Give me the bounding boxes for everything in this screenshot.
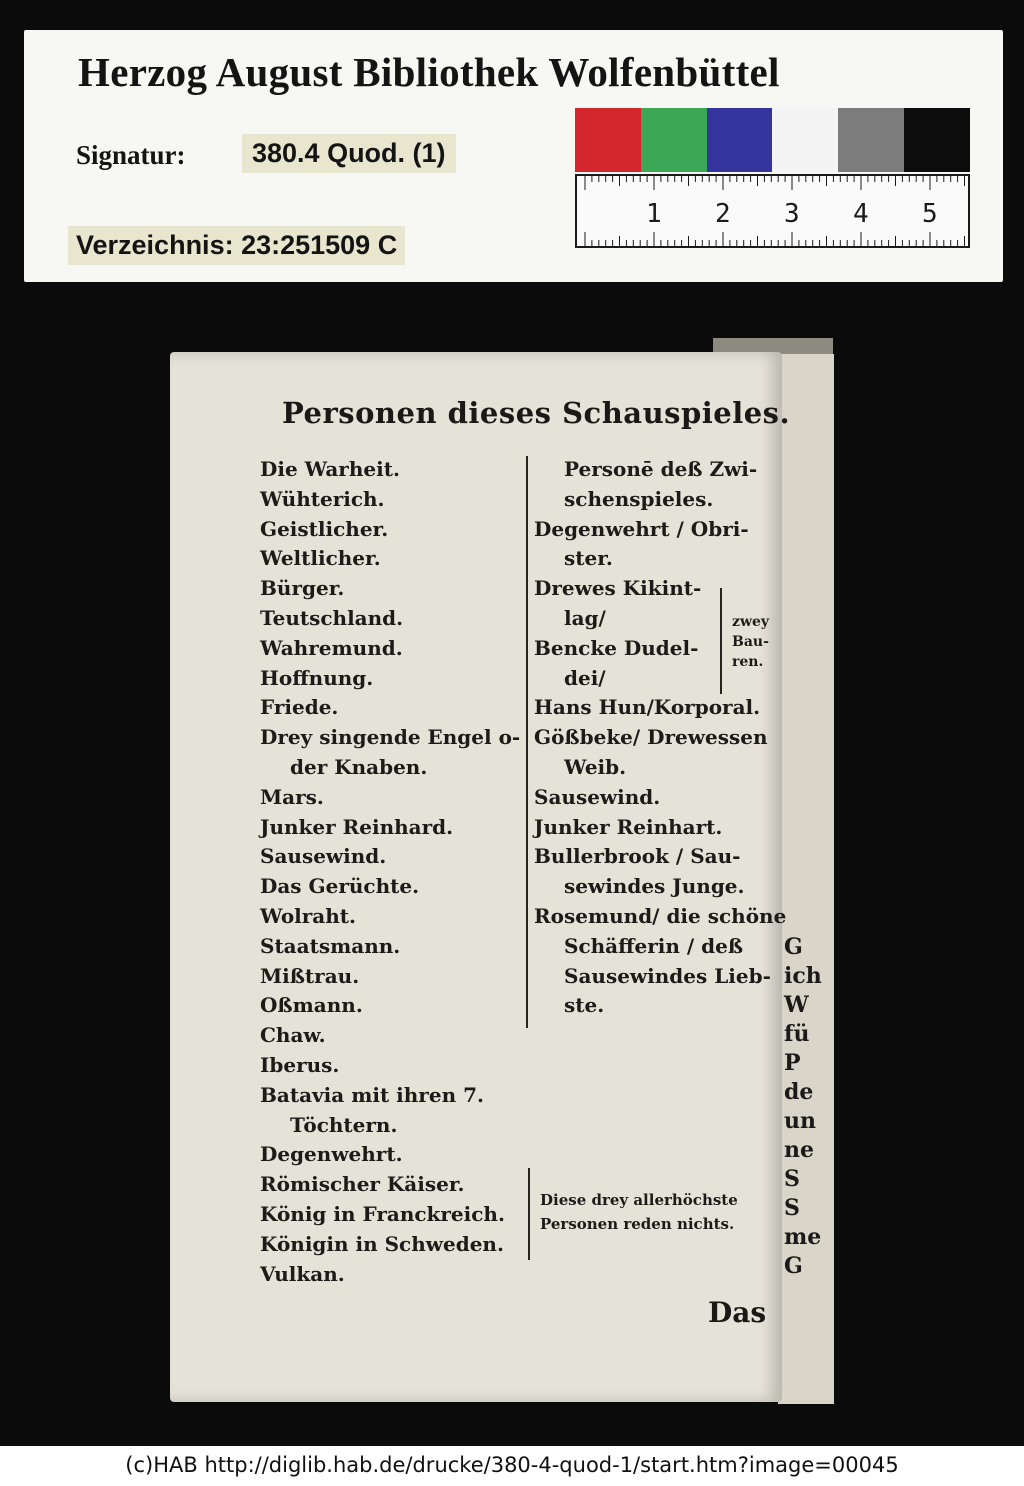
facing-page-fragment: S [784, 1195, 800, 1221]
cast-main-entry: Vulkan. [260, 1261, 345, 1286]
verzeichnis-label: Verzeichnis: 23:251509 C [68, 226, 405, 265]
peasants-bracket [720, 588, 780, 698]
swatch-green [641, 108, 707, 172]
cast-interlude-entry: ste. [564, 993, 605, 1018]
swatch-gray [838, 108, 904, 172]
cast-interlude-entry: Rosemund/ die schöne [534, 903, 787, 928]
cast-main-entry: Die Warheit. [260, 457, 400, 481]
cast-main-entry: Teutschland. [260, 605, 404, 630]
cast-interlude-entry: Gößbeke/ Drewessen [534, 725, 768, 750]
cast-main-entry: Mißtrau. [260, 963, 360, 988]
bracket-note: zwey Bau- ren. [732, 614, 770, 670]
cast-interlude-entry: schenspieles. [564, 486, 714, 511]
swatch-red [575, 108, 641, 172]
cast-interlude-entry: Drewes Kikint- [534, 576, 702, 601]
cast-interlude-entry: Hans Hun/Korporal. [534, 695, 761, 720]
cast-interlude-entry: Degenwehrt / Obri- [534, 516, 749, 541]
facing-page-fragment: ne [784, 1137, 814, 1163]
color-calibration-strip [575, 108, 970, 172]
ruler-number: 4 [853, 199, 869, 229]
cast-list-interlude [534, 455, 787, 1021]
silent-note-bracket [528, 1168, 534, 1260]
facing-page-fragment: G [784, 1253, 803, 1279]
facing-page-fragment: un [784, 1108, 816, 1134]
cast-main-entry: Degenwehrt. [260, 1142, 403, 1167]
bracket-line [720, 588, 728, 694]
facing-page-fragment: S [784, 1166, 800, 1192]
swatch-blue [707, 108, 773, 172]
cast-main-entry: Junker Reinhard. [260, 814, 454, 839]
cast-main-entry: Wühterich. [260, 486, 385, 511]
cast-main-entry: Bürger. [260, 576, 345, 601]
cast-main-entry: Geistlicher. [260, 516, 389, 541]
signatur-value: 380.4 Quod. (1) [242, 134, 456, 173]
ruler-number: 1 [646, 199, 662, 229]
cast-interlude-entry: Bencke Dudel- [534, 635, 699, 660]
cast-main-entry: Iberus. [260, 1052, 340, 1077]
page-heading: Personen dieses Schauspieles. [282, 396, 791, 430]
cast-main-entry: Friede. [260, 695, 339, 720]
cast-main-entry: Töchtern. [290, 1112, 398, 1137]
cast-interlude-entry: Weib. [564, 754, 627, 779]
ruler-number: 5 [922, 199, 938, 229]
column-divider [526, 456, 528, 1028]
facing-page-fragment: ich [784, 963, 822, 989]
cast-main-entry: Chaw. [260, 1023, 326, 1048]
catchword: Das [708, 1296, 767, 1329]
cast-main-entry: Hoffnung. [260, 665, 374, 690]
cast-main-entry: Wolraht. [260, 903, 357, 928]
cast-main-entry: Das Gerüchte. [260, 874, 420, 899]
signatur-label: Signatur: [76, 140, 186, 170]
cast-main-entry: König in Franckreich. [260, 1201, 505, 1226]
swatch-black [904, 108, 970, 172]
cast-main-entry: Drey singende Engel o- [260, 725, 521, 750]
cast-interlude-entry: Junker Reinhart. [534, 814, 723, 839]
cast-interlude-entry: ster. [564, 546, 613, 571]
cast-main-entry: Wahremund. [260, 635, 403, 660]
library-title: Herzog August Bibliothek Wolfenbüttel [78, 49, 780, 95]
cast-main-entry: Batavia mit ihren 7. [260, 1082, 484, 1107]
cast-main-entry: Königin in Schweden. [260, 1231, 504, 1256]
facing-page-fragment: P [784, 1050, 801, 1076]
cast-interlude-entry: Sausewindes Lieb- [564, 963, 771, 988]
cast-interlude-entry: Schäfferin / deß [564, 933, 744, 958]
cast-main-entry: Oßmann. [260, 993, 363, 1018]
facing-page-edge [778, 354, 834, 1404]
cast-main-entry: der Knaben. [290, 754, 428, 779]
cast-interlude-entry: Sausewind. [534, 784, 661, 809]
swatch-white [772, 108, 838, 172]
cast-interlude-entry: Bullerbrook / Sau- [534, 844, 741, 869]
ruler-ticks [577, 176, 968, 246]
cast-interlude-entry: dei/ [564, 665, 606, 690]
cast-interlude-entry: lag/ [564, 605, 606, 630]
cast-main-entry: Staatsmann. [260, 933, 401, 958]
copyright-footer: (c)HAB http://diglib.hab.de/drucke/380-4-quod-1/start.htm?image=00045 [0, 1446, 1024, 1486]
book-page [170, 352, 791, 1402]
library-header-card [24, 30, 1003, 282]
cast-interlude-entry: sewindes Junge. [564, 874, 745, 899]
scale-ruler [575, 174, 970, 248]
facing-page-fragment: W [784, 992, 809, 1018]
facing-page-fragment: de [784, 1079, 814, 1105]
cast-interlude-entry: Personē deß Zwi- [564, 457, 758, 481]
facing-page-fragment: G [784, 934, 803, 960]
facing-page-fragment: me [784, 1224, 822, 1250]
cast-list-main [260, 455, 540, 1289]
cast-main-entry: Sausewind. [260, 844, 387, 869]
ruler-number: 2 [715, 199, 731, 229]
silent-persons-note: Diese drey allerhöchste Personen reden nichts. [540, 1191, 738, 1233]
cast-main-entry: Römischer Käiser. [260, 1172, 465, 1197]
facing-page-fragment: fü [784, 1021, 810, 1047]
cast-main-entry: Weltlicher. [260, 546, 381, 571]
ruler-number: 3 [784, 199, 800, 229]
cast-main-entry: Mars. [260, 784, 324, 809]
